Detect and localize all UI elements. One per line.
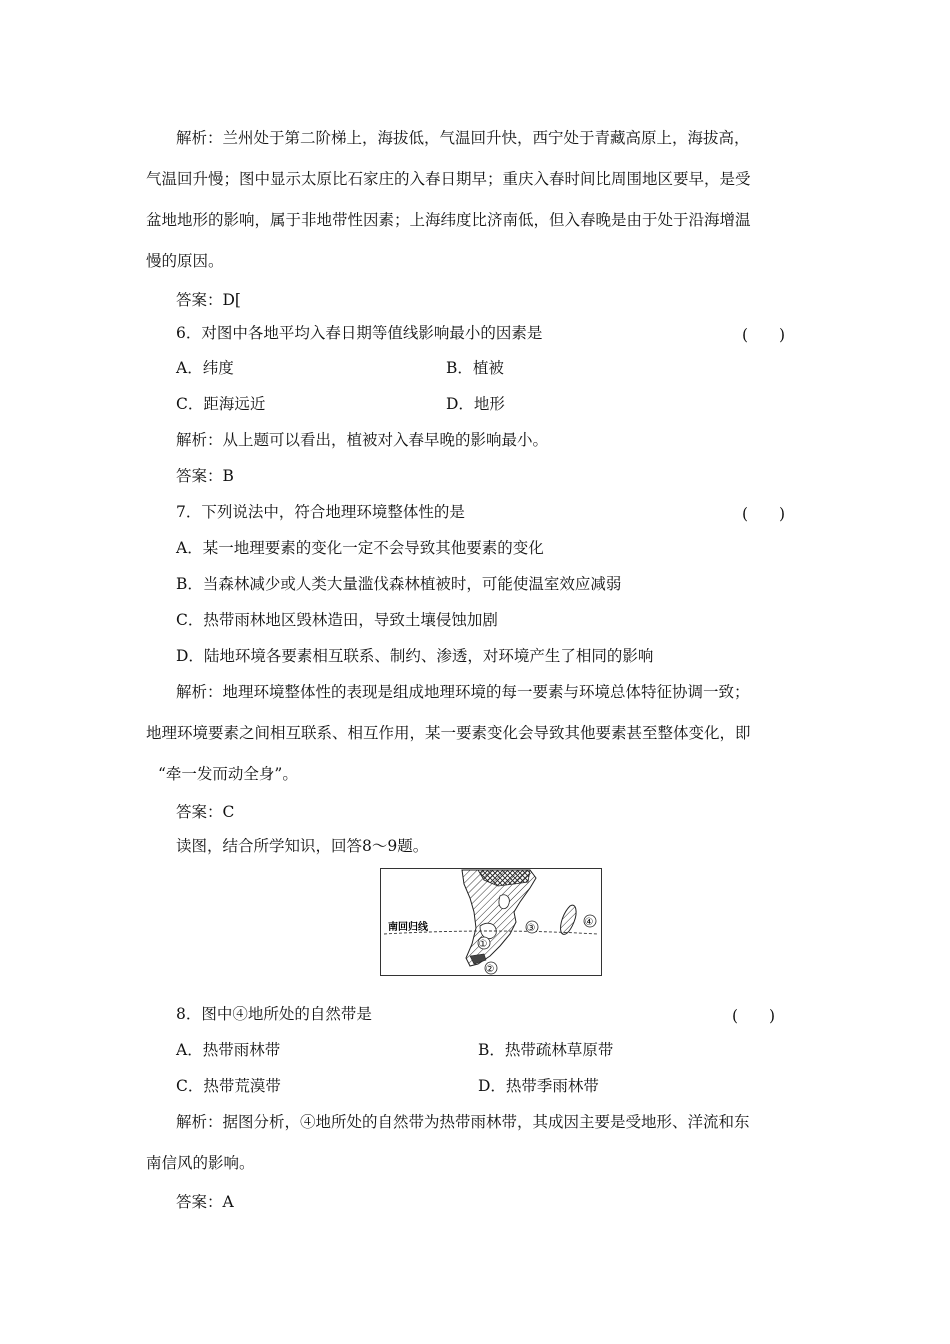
q6-option-a: A．纬度 bbox=[176, 359, 234, 377]
q6-option-d: D．地形 bbox=[446, 395, 505, 413]
q5-answer: 答案：D[ bbox=[176, 291, 241, 309]
q7-analysis-line-1: 解析：地理环境整体性的表现是组成地理环境的每一要素与环境总体特征协调一致； bbox=[176, 683, 750, 701]
q8-stem: 8．图中④地所处的自然带是 bbox=[176, 1005, 372, 1023]
q7-option-b: B．当森林减少或人类大量滥伐森林植被时，可能使温室效应减弱 bbox=[176, 575, 622, 593]
q7-analysis-line-2: 地理环境要素之间相互联系、相互作用，某一要素变化会导致其他要素甚至整体变化，即 bbox=[146, 724, 751, 742]
q6-analysis: 解析：从上题可以看出，植被对入春早晚的影响最小。 bbox=[176, 431, 549, 449]
q5-analysis-line-2: 气温回升慢；图中显示太原比石家庄的入春日期早；重庆入春时间比周围地区要早，是受 bbox=[146, 170, 751, 188]
q7-analysis-line-3: “牵一发而动全身”。 bbox=[158, 765, 298, 783]
q7-option-a: A．某一地理要素的变化一定不会导致其他要素的变化 bbox=[176, 539, 544, 557]
q5-analysis-line-1: 解析：兰州处于第二阶梯上，海拔低，气温回升快，西宁处于青藏高原上，海拔高， bbox=[176, 129, 750, 147]
q8-option-b: B．热带疏林草原带 bbox=[478, 1041, 614, 1059]
q6-answer: 答案：B bbox=[176, 467, 234, 485]
southern-africa-map bbox=[380, 868, 602, 976]
q8-answer-bracket: ( ) bbox=[732, 1007, 776, 1025]
q8-answer: 答案：A bbox=[176, 1193, 234, 1211]
q8-analysis-line-2: 南信风的影响。 bbox=[146, 1154, 255, 1172]
marker-2: ② bbox=[485, 964, 495, 975]
q6-stem: 6．对图中各地平均入春日期等值线影响最小的因素是 bbox=[176, 324, 543, 342]
tropic-of-capricorn-label: 南回归线 bbox=[388, 922, 428, 933]
q7-option-d: D．陆地环境各要素相互联系、制约、渗透，对环境产生了相同的影响 bbox=[176, 647, 654, 665]
q5-analysis-line-4: 慢的原因。 bbox=[146, 252, 224, 270]
marker-3: ③ bbox=[526, 923, 536, 934]
q8-option-a: A．热带雨林带 bbox=[176, 1041, 281, 1059]
q7-answer: 答案：C bbox=[176, 803, 235, 821]
q7-stem: 7．下列说法中，符合地理环境整体性的是 bbox=[176, 503, 465, 521]
q7-option-c: C．热带雨林地区毁林造田，导致土壤侵蚀加剧 bbox=[176, 611, 498, 629]
intro-q8-9: 读图，结合所学知识，回答8～9题。 bbox=[176, 837, 429, 855]
q6-answer-bracket: ( ) bbox=[742, 326, 786, 344]
q5-analysis-line-3: 盆地地形的影响，属于非地带性因素；上海纬度比济南低，但入春晚是由于处于沿海增温 bbox=[146, 211, 751, 229]
q6-option-b: B．植被 bbox=[446, 359, 504, 377]
marker-1: ① bbox=[478, 939, 488, 950]
q8-option-c: C．热带荒漠带 bbox=[176, 1077, 281, 1095]
q6-option-c: C．距海远近 bbox=[176, 395, 266, 413]
marker-4: ④ bbox=[584, 917, 594, 928]
q7-answer-bracket: ( ) bbox=[742, 505, 786, 523]
q8-analysis-line-1: 解析：据图分析，④地所处的自然带为热带雨林带，其成因主要是受地形、洋流和东 bbox=[176, 1113, 750, 1131]
q8-option-d: D．热带季雨林带 bbox=[478, 1077, 599, 1095]
